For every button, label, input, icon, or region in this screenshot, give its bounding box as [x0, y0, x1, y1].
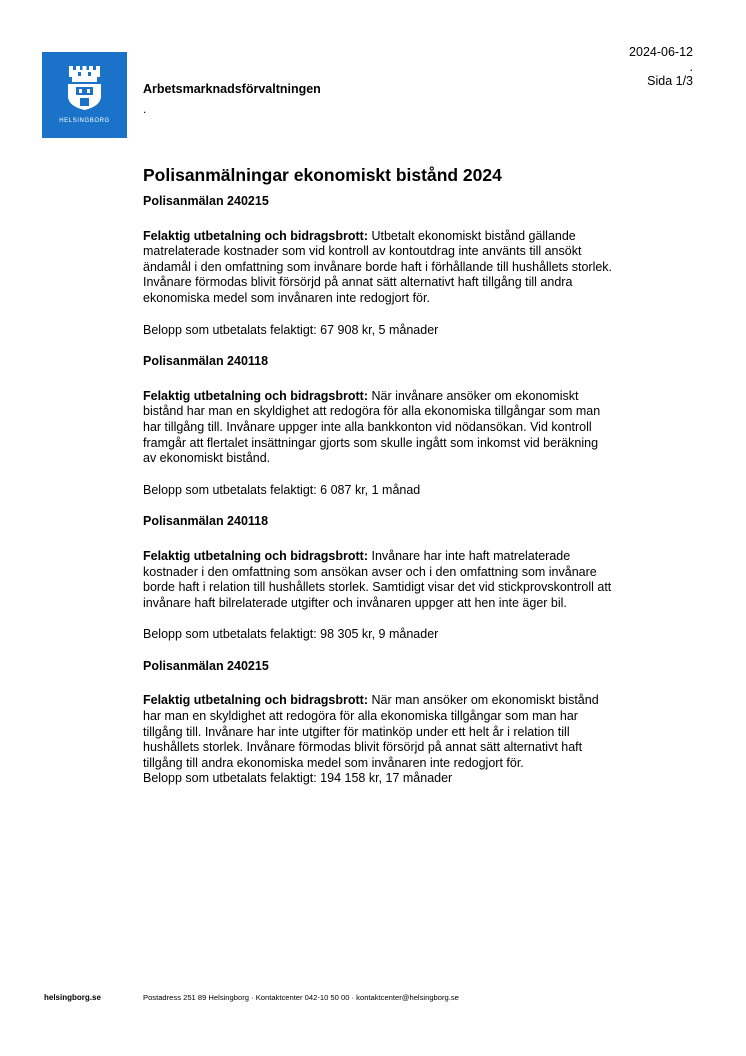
report-lead: Felaktig utbetalning och bidragsbrott: [143, 693, 368, 708]
footer-address: Postadress 251 89 Helsingborg · Kontaktcenter 042-10 50 00 · kontaktcenter@helsingborg.se [143, 993, 459, 1002]
report-heading: Polisanmälan 240215 [143, 658, 269, 673]
report-description [143, 693, 613, 771]
date-suffix: . [689, 59, 693, 74]
report-lead: Felaktig utbetalning och bidragsbrott: [143, 388, 368, 403]
document-body [143, 164, 613, 787]
report-lead: Felaktig utbetalning och bidragsbrott: [143, 548, 368, 563]
report-text: Invånare har inte haft matrelaterade kostnader i den omfattning som ansökan avser och i den omfattning som invånare borde haft i relation till hushållets storlek. Samtidigt visar det vid stickprovskontroll att invånare haft bilrelaterade utgifter och invånaren uppger att hen inte äger bil. [143, 548, 612, 610]
report-text: När invånare ansöker om ekonomiskt bistånd har man en skyldighet att redogöra för alla ekonomiska tillgångar som man har tillgång till. Invånare uppger inte alla bankkonton vid nödansökan. Vid kontroll framgår att flertalet insättningar gjorts som skulle ingått som inkomst vid beräkning av ekonomiskt bistånd. [143, 388, 601, 466]
footer-site: helsingborg.se [44, 993, 101, 1002]
report-heading: Polisanmälan 240118 [143, 354, 269, 369]
document-meta [629, 44, 693, 90]
helsingborg-logo [42, 52, 127, 138]
report-amount: Belopp som utbetalats felaktigt: 194 158 kr, 17 månader [143, 771, 453, 786]
report-description [143, 549, 613, 611]
document-date: 2024-06-12 [629, 45, 693, 59]
page-title: Polisanmälningar ekonomiskt bistånd 2024 [143, 165, 502, 185]
page-footer [44, 993, 459, 1002]
report-amount: Belopp som utbetalats felaktigt: 67 908 kr, 5 månader [143, 322, 439, 337]
report-text: Utbetalt ekonomiskt bistånd gällande matrelaterade kostnader som vid kontroll av kontoutdrag inte använts till ansökt ändamål i den omfattning som invånare borde haft i förhållande till hushållets storlek. Invånare förmodas blivit försörjd på annat sätt alternativt haft tillgång till andra ekonomiska medel som invånaren inte redogjort för. [143, 228, 613, 305]
report-description [143, 229, 613, 307]
organization-name: Arbetsmarknadsförvaltningen [143, 82, 321, 96]
report-lead: Felaktig utbetalning och bidragsbrott: [143, 228, 368, 243]
report-heading: Polisanmälan 240215 [143, 194, 269, 208]
report-heading: Polisanmälan 240118 [143, 514, 269, 529]
report-description [143, 389, 613, 467]
report-amount: Belopp som utbetalats felaktigt: 6 087 kr, 1 månad [143, 482, 421, 497]
castle-crest-icon [42, 52, 127, 138]
report-text: När man ansöker om ekonomiskt bistånd har man en skyldighet att redogöra för alla ekonomiska tillgångar som man har tillgång till. Invånare har inte utgifter för matinköp under ett helt år i relation till hushållets storlek. Invånare förmodas blivit försörjd på annat sätt alternativt haft tillgång till andra ekonomiska medel som invånaren inte redogjort för. [143, 693, 599, 770]
organization-suffix: . [143, 102, 147, 116]
logo-text: HELSINGBORG [59, 118, 110, 124]
report-amount: Belopp som utbetalats felaktigt: 98 305 kr, 9 månader [143, 627, 439, 642]
page-number: Sida 1/3 [647, 73, 693, 88]
